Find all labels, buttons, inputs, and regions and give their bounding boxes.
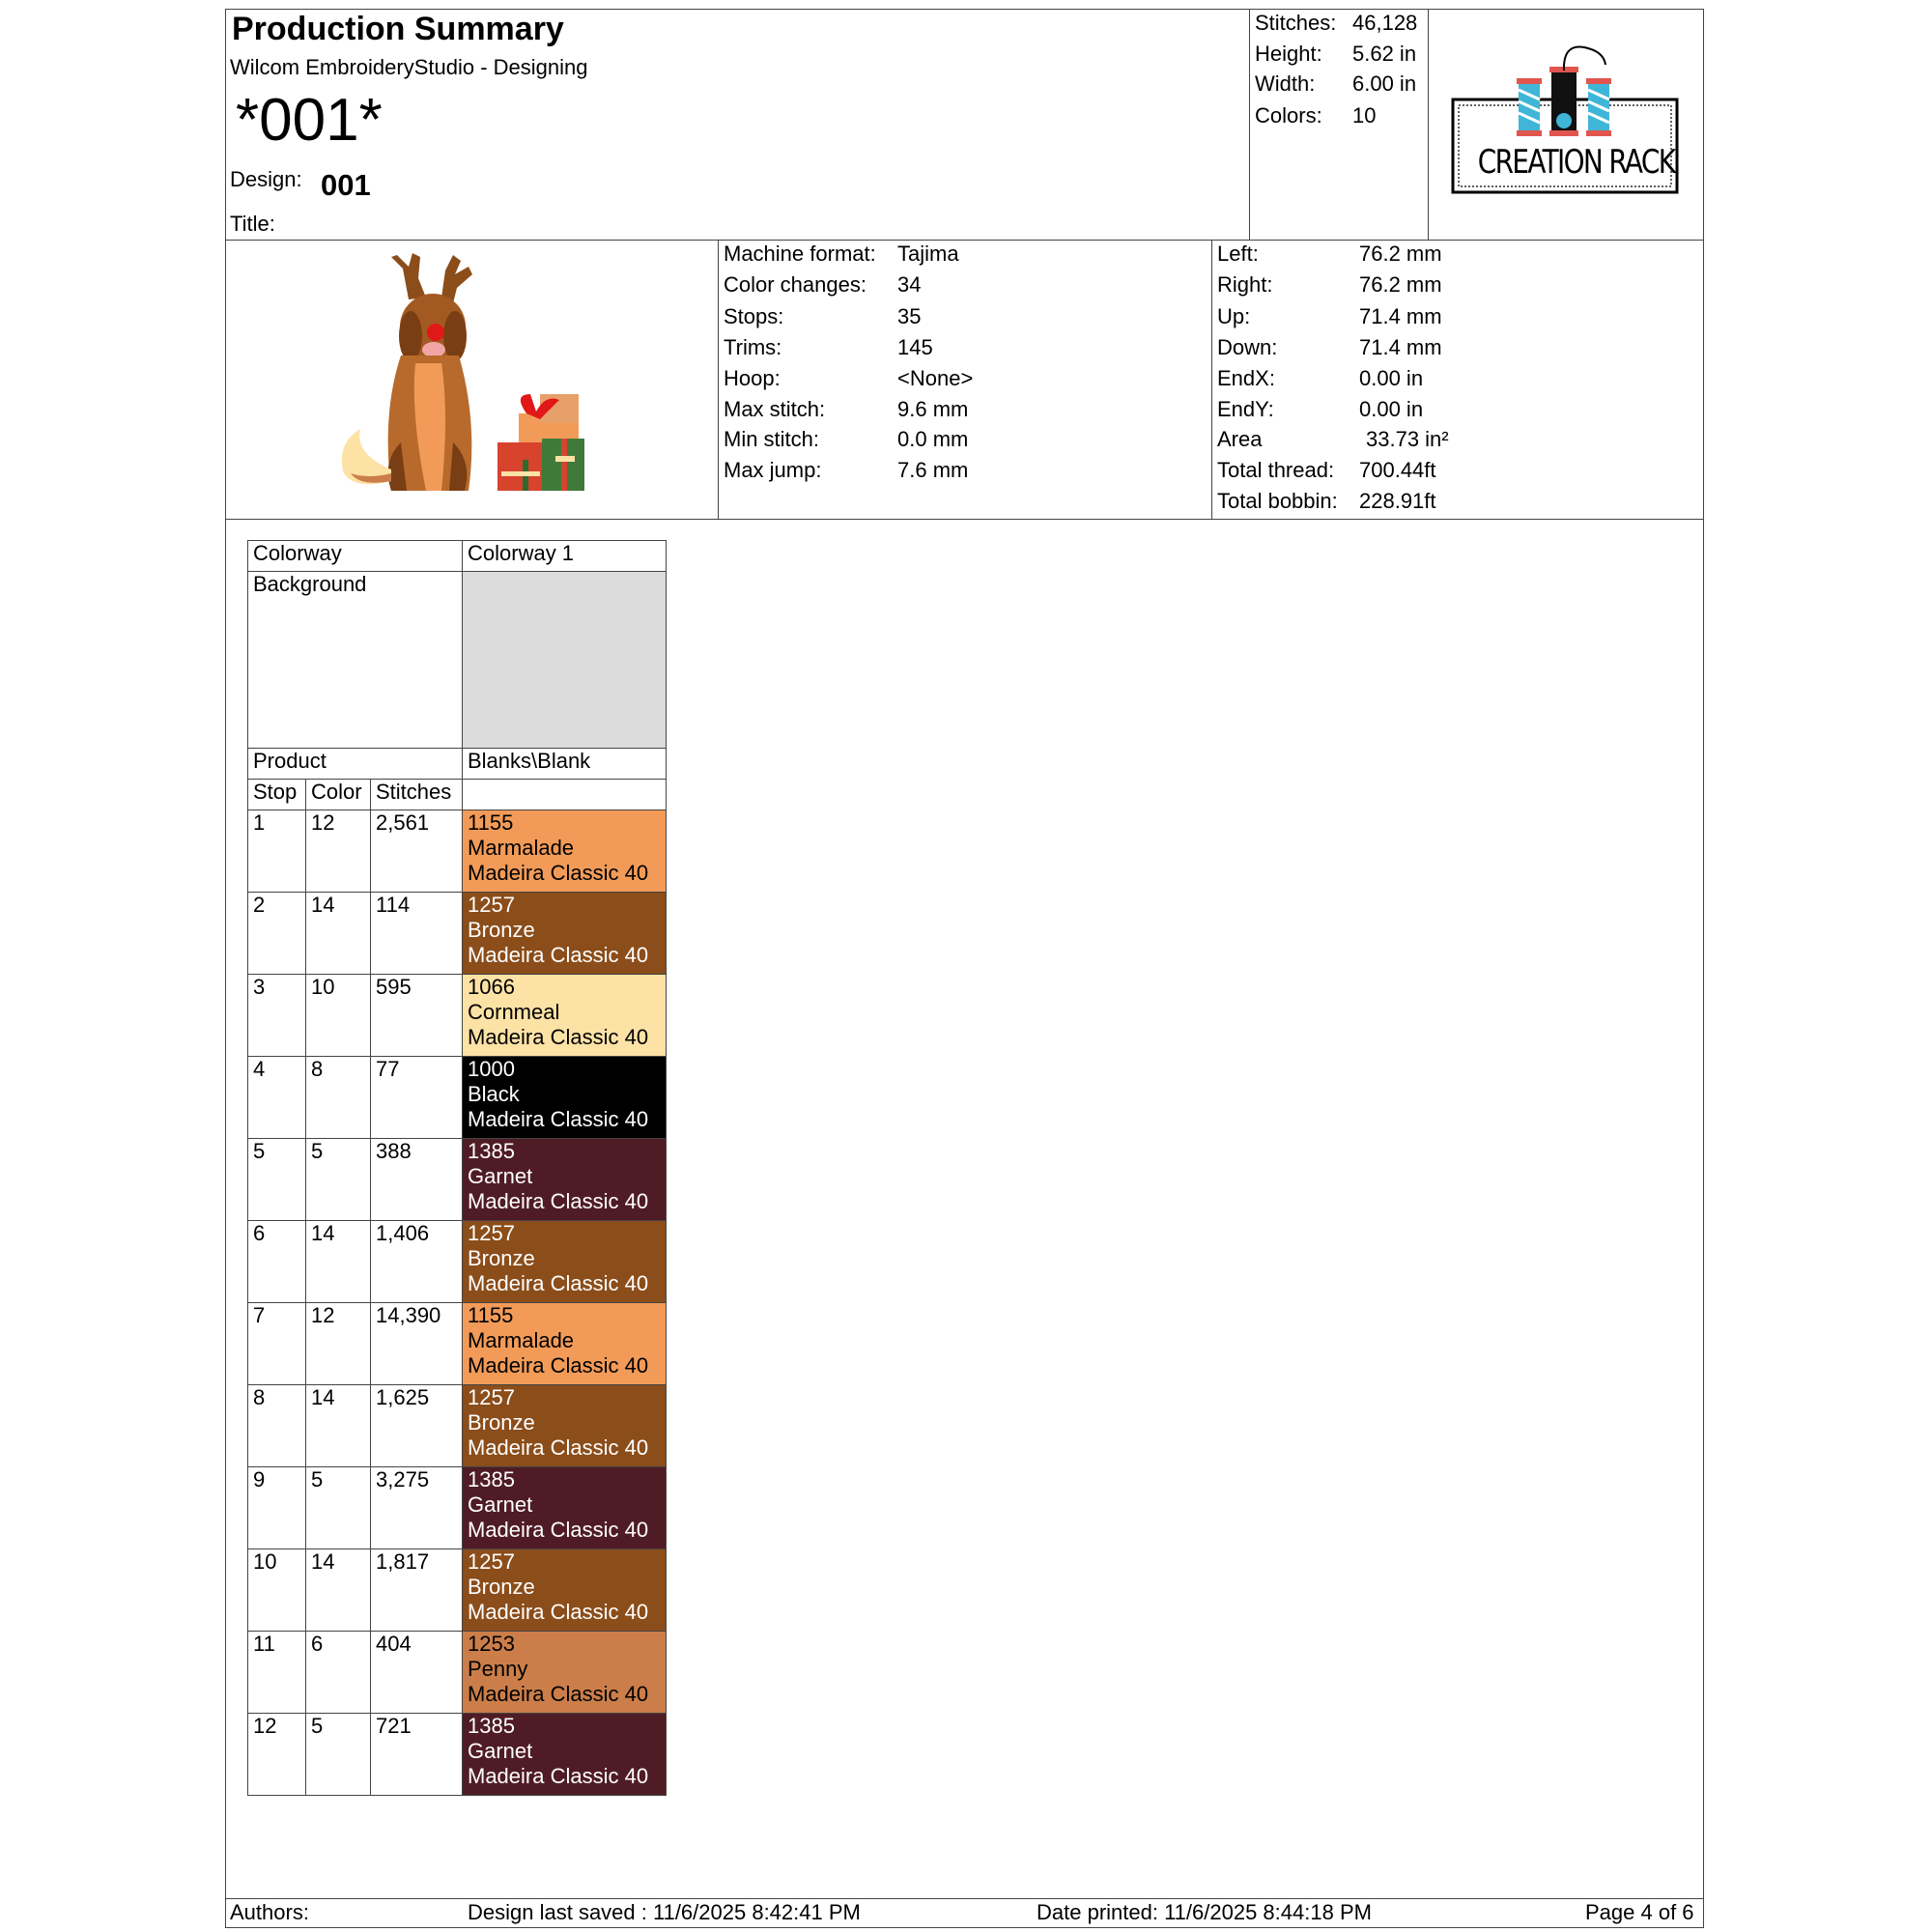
table-row xyxy=(248,1303,667,1385)
stop-cell: 4 xyxy=(248,1057,306,1139)
color-cell: 14 xyxy=(306,893,371,975)
endx-label: EndX: xyxy=(1217,366,1275,390)
thread-swatch-cell xyxy=(463,1221,667,1303)
thread-code: 1257 xyxy=(468,1221,515,1245)
table-row xyxy=(248,975,667,1057)
stitches-cell: 14,390 xyxy=(371,1303,463,1385)
stitches-cell: 404 xyxy=(371,1632,463,1714)
thread-brand: Madeira Classic 40 xyxy=(468,1271,649,1295)
title-label: Title: xyxy=(230,212,275,236)
min-stitch-label: Min stitch: xyxy=(724,427,820,451)
column-header-stitches: Stitches xyxy=(371,780,463,810)
divider xyxy=(225,1898,1704,1899)
thread-name: Bronze xyxy=(468,918,535,942)
stitches-cell: 2,561 xyxy=(371,810,463,893)
stop-cell: 7 xyxy=(248,1303,306,1385)
table-row xyxy=(248,1467,667,1549)
product-label: Product xyxy=(248,749,463,780)
thread-brand: Madeira Classic 40 xyxy=(468,1189,649,1213)
divider xyxy=(718,240,719,520)
stitches-cell: 114 xyxy=(371,893,463,975)
table-row xyxy=(248,1221,667,1303)
stitches-cell: 3,275 xyxy=(371,1467,463,1549)
divider xyxy=(225,240,1704,241)
min-stitch-value: 0.0 mm xyxy=(897,427,969,451)
logo-text: CREATION RACK xyxy=(1477,143,1675,182)
thread-name: Cornmeal xyxy=(468,1000,560,1024)
stitches-cell: 1,817 xyxy=(371,1549,463,1632)
endy-value: 0.00 in xyxy=(1359,397,1424,421)
right-label: Right: xyxy=(1217,272,1273,297)
stop-cell: 2 xyxy=(248,893,306,975)
thread-code: 1155 xyxy=(468,810,514,835)
design-label: Design: xyxy=(230,167,302,191)
colorway-value: Colorway 1 xyxy=(463,541,667,572)
background-swatch xyxy=(463,572,667,749)
color-cell: 14 xyxy=(306,1221,371,1303)
stitches-cell: 388 xyxy=(371,1139,463,1221)
creation-rack-logo xyxy=(1449,43,1681,198)
table-row xyxy=(248,810,667,893)
stop-cell: 8 xyxy=(248,1385,306,1467)
thread-brand: Madeira Classic 40 xyxy=(468,861,649,885)
table-row xyxy=(248,1139,667,1221)
table-row xyxy=(248,893,667,975)
table-row xyxy=(248,1632,667,1714)
thread-code: 1000 xyxy=(468,1057,515,1081)
table-row xyxy=(248,1549,667,1632)
thread-brand: Madeira Classic 40 xyxy=(468,1682,649,1706)
down-label: Down: xyxy=(1217,335,1278,359)
endx-value: 0.00 in xyxy=(1359,366,1424,390)
design-value: 001 xyxy=(321,168,371,202)
stitches-cell: 721 xyxy=(371,1714,463,1796)
colorway-label: Colorway xyxy=(248,541,463,572)
divider xyxy=(225,519,1704,520)
thread-swatch-cell xyxy=(463,1385,667,1467)
column-header-thread xyxy=(463,780,667,810)
thread-swatch-cell xyxy=(463,1632,667,1714)
left-value: 76.2 mm xyxy=(1359,242,1442,266)
hoop-value: <None> xyxy=(897,366,974,390)
column-header-stop: Stop xyxy=(248,780,306,810)
footer-date-printed: Date printed: 11/6/2025 8:44:18 PM xyxy=(1037,1900,1372,1924)
background-label: Background xyxy=(248,572,463,749)
colors-label: Colors: xyxy=(1255,103,1322,128)
footer-authors: Authors: xyxy=(230,1900,309,1924)
thread-name: Bronze xyxy=(468,1410,535,1435)
thread-swatch-cell xyxy=(463,893,667,975)
color-changes-label: Color changes: xyxy=(724,272,867,297)
height-label: Height: xyxy=(1255,42,1322,66)
color-cell: 12 xyxy=(306,1303,371,1385)
color-cell: 5 xyxy=(306,1139,371,1221)
thread-name: Garnet xyxy=(468,1164,533,1188)
thread-code: 1257 xyxy=(468,1549,515,1574)
thread-code: 1257 xyxy=(468,1385,515,1409)
product-value: Blanks\Blank xyxy=(463,749,667,780)
stop-cell: 11 xyxy=(248,1632,306,1714)
total-bobbin-value: 228.91ft xyxy=(1359,489,1436,513)
thread-swatch-cell xyxy=(463,810,667,893)
max-stitch-label: Max stitch: xyxy=(724,397,826,421)
trims-label: Trims: xyxy=(724,335,782,359)
thread-brand: Madeira Classic 40 xyxy=(468,1518,649,1542)
stops-label: Stops: xyxy=(724,304,784,328)
thread-code: 1385 xyxy=(468,1714,515,1738)
stop-cell: 1 xyxy=(248,810,306,893)
thread-code: 1253 xyxy=(468,1632,515,1656)
footer-last-saved: Design last saved : 11/6/2025 8:42:41 PM xyxy=(468,1900,861,1924)
stop-cell: 10 xyxy=(248,1549,306,1632)
thread-brand: Madeira Classic 40 xyxy=(468,1353,649,1378)
divider xyxy=(1428,9,1429,241)
color-cell: 6 xyxy=(306,1632,371,1714)
thread-brand: Madeira Classic 40 xyxy=(468,1435,649,1460)
column-header-color: Color xyxy=(306,780,371,810)
stop-cell: 6 xyxy=(248,1221,306,1303)
thread-name: Penny xyxy=(468,1657,528,1681)
color-cell: 14 xyxy=(306,1549,371,1632)
width-value: 6.00 in xyxy=(1352,71,1417,96)
stop-cell: 5 xyxy=(248,1139,306,1221)
max-stitch-value: 9.6 mm xyxy=(897,397,969,421)
hoop-label: Hoop: xyxy=(724,366,781,390)
color-cell: 8 xyxy=(306,1057,371,1139)
stitches-value: 46,128 xyxy=(1352,11,1418,35)
color-cell: 12 xyxy=(306,810,371,893)
table-row xyxy=(248,1385,667,1467)
thread-code: 1385 xyxy=(468,1467,515,1492)
design-preview-image xyxy=(333,249,613,510)
total-thread-value: 700.44ft xyxy=(1359,458,1436,482)
stops-value: 35 xyxy=(897,304,922,328)
colors-value: 10 xyxy=(1352,103,1377,128)
thread-code: 1257 xyxy=(468,893,515,917)
table-row xyxy=(248,1057,667,1139)
total-thread-label: Total thread: xyxy=(1217,458,1335,482)
colorway-rows xyxy=(248,810,667,1796)
thread-name: Marmalade xyxy=(468,1328,575,1352)
color-cell: 14 xyxy=(306,1385,371,1467)
thread-brand: Madeira Classic 40 xyxy=(468,943,649,967)
total-bobbin-label: Total bobbin: xyxy=(1217,489,1338,513)
report-title: Production Summary xyxy=(232,11,564,47)
machine-format-label: Machine format: xyxy=(724,242,876,266)
divider xyxy=(1211,240,1212,520)
footer-page-number: Page 4 of 6 xyxy=(1585,1900,1694,1924)
trims-value: 145 xyxy=(897,335,933,359)
colorway-table xyxy=(247,540,667,1796)
machine-format-value: Tajima xyxy=(897,242,959,266)
color-cell: 10 xyxy=(306,975,371,1057)
endy-label: EndY: xyxy=(1217,397,1274,421)
thread-code: 1385 xyxy=(468,1139,515,1163)
height-value: 5.62 in xyxy=(1352,42,1417,66)
table-row xyxy=(248,1714,667,1796)
app-name: Wilcom EmbroideryStudio - Designing xyxy=(230,55,588,79)
color-cell: 5 xyxy=(306,1714,371,1796)
down-value: 71.4 mm xyxy=(1359,335,1442,359)
color-cell: 5 xyxy=(306,1467,371,1549)
stop-cell: 3 xyxy=(248,975,306,1057)
thread-brand: Madeira Classic 40 xyxy=(468,1107,649,1131)
right-value: 76.2 mm xyxy=(1359,272,1442,297)
thread-swatch-cell xyxy=(463,1139,667,1221)
stitches-cell: 1,625 xyxy=(371,1385,463,1467)
thread-swatch-cell xyxy=(463,1303,667,1385)
stop-cell: 9 xyxy=(248,1467,306,1549)
spool-icon xyxy=(1517,78,1542,136)
file-name: *001* xyxy=(236,87,383,154)
stitches-cell: 1,406 xyxy=(371,1221,463,1303)
stitches-label: Stitches: xyxy=(1255,11,1337,35)
color-changes-value: 34 xyxy=(897,272,922,297)
up-label: Up: xyxy=(1217,304,1251,328)
stop-cell: 12 xyxy=(248,1714,306,1796)
thread-name: Garnet xyxy=(468,1739,533,1763)
thread-name: Black xyxy=(468,1082,520,1106)
thread-code: 1066 xyxy=(468,975,515,999)
area-value: 33.73 in² xyxy=(1366,427,1449,451)
thread-name: Bronze xyxy=(468,1246,535,1270)
left-label: Left: xyxy=(1217,242,1259,266)
width-label: Width: xyxy=(1255,71,1316,96)
thread-swatch-cell xyxy=(463,1057,667,1139)
thread-name: Marmalade xyxy=(468,836,575,860)
thread-brand: Madeira Classic 40 xyxy=(468,1600,649,1624)
thread-brand: Madeira Classic 40 xyxy=(468,1025,649,1049)
thread-swatch-cell xyxy=(463,1714,667,1796)
thread-brand: Madeira Classic 40 xyxy=(468,1764,649,1788)
max-jump-value: 7.6 mm xyxy=(897,458,969,482)
thread-swatch-cell xyxy=(463,1467,667,1549)
thread-swatch-cell xyxy=(463,975,667,1057)
area-label: Area xyxy=(1217,427,1263,451)
stitches-cell: 77 xyxy=(371,1057,463,1139)
max-jump-label: Max jump: xyxy=(724,458,822,482)
thread-name: Bronze xyxy=(468,1575,535,1599)
thread-swatch-cell xyxy=(463,1549,667,1632)
thread-name: Garnet xyxy=(468,1492,533,1517)
stitches-cell: 595 xyxy=(371,975,463,1057)
divider xyxy=(1249,9,1250,241)
up-value: 71.4 mm xyxy=(1359,304,1442,328)
thread-code: 1155 xyxy=(468,1303,514,1327)
